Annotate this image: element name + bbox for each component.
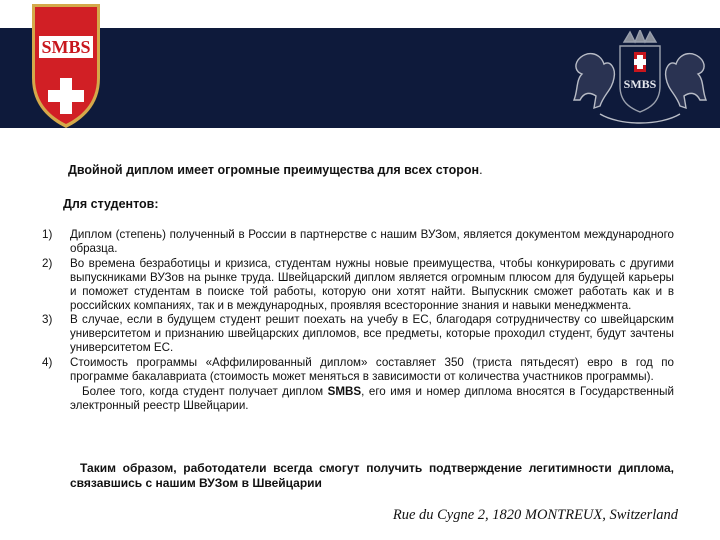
list-item-text: Стоимость программы «Аффилированный диплом» составляет 350 (триста пятьдесят) евро в год по программе бакалавриата (стоимость может меняться в зависимости от количества участников программы).	[70, 356, 674, 384]
list-item-number: 2)	[42, 256, 53, 270]
list-item-text: В случае, если в будущем студент решит поехать на учебу в ЕС, благодаря сотрудничеству со швейцарским университетом и признанию швейцарских дипломов, все предметы, которые проходил студент, будут зачтены университетом ЕС.	[70, 313, 674, 355]
registry-paragraph	[42, 385, 674, 413]
smbs-crest-logo	[560, 30, 720, 130]
benefits-list	[42, 228, 674, 413]
heading-period: .	[479, 163, 483, 177]
registry-text-end: , его имя и номер диплома вносятся в Государственный электронный реестр Швейцарии.	[70, 384, 674, 412]
right-logo-text: SMBS	[623, 77, 657, 91]
swiss-cross-shield-icon	[30, 2, 102, 130]
students-subheading: Для студентов:	[63, 197, 159, 211]
list-item	[42, 257, 674, 313]
footer-address: Rue du Cygne 2, 1820 MONTREUX, Switzerland	[392, 507, 678, 523]
list-item-number: 3)	[42, 313, 53, 327]
page-heading	[68, 163, 483, 177]
left-logo-text: SMBS	[41, 37, 91, 57]
list-item-text: Диплом (степень) полученный в России в партнерстве с нашим ВУЗом, является документом международного образца.	[70, 228, 674, 255]
smbs-shield-logo	[30, 2, 102, 130]
heading-text: Двойной диплом имеет огромные преимущества для всех сторон	[68, 163, 480, 177]
list-item	[42, 356, 674, 384]
list-item-number: 4)	[42, 356, 53, 370]
registry-text-start: Более того, когда студент получает диплом	[82, 384, 328, 398]
conclusion-text: Таким образом, работодатели всегда смогут получить подтверждение легитимности диплома, связавшись с нашим ВУЗом в Швейцарии	[70, 461, 674, 490]
registry-brand: SMBS	[327, 384, 362, 398]
crowned-crest-with-lions-icon	[560, 30, 720, 130]
conclusion-paragraph	[70, 461, 674, 491]
list-item-number: 1)	[42, 228, 53, 241]
list-item-text: Во времена безработицы и кризиса, студентам нужны новые преимущества, чтобы конкурировать с другими выпускниками ВУЗов на рынке труда. Швейцарский диплом является огромным плюсом для будущей карьеры и поможет студентам в поиске той работы, которую они хотят найти. Выпускник сможет работать как и в российских компаниях, так и в международных, проявляя всесторонние знания и навыки менеджмента.	[70, 256, 674, 312]
list-item	[42, 313, 674, 355]
list-item	[42, 228, 674, 256]
